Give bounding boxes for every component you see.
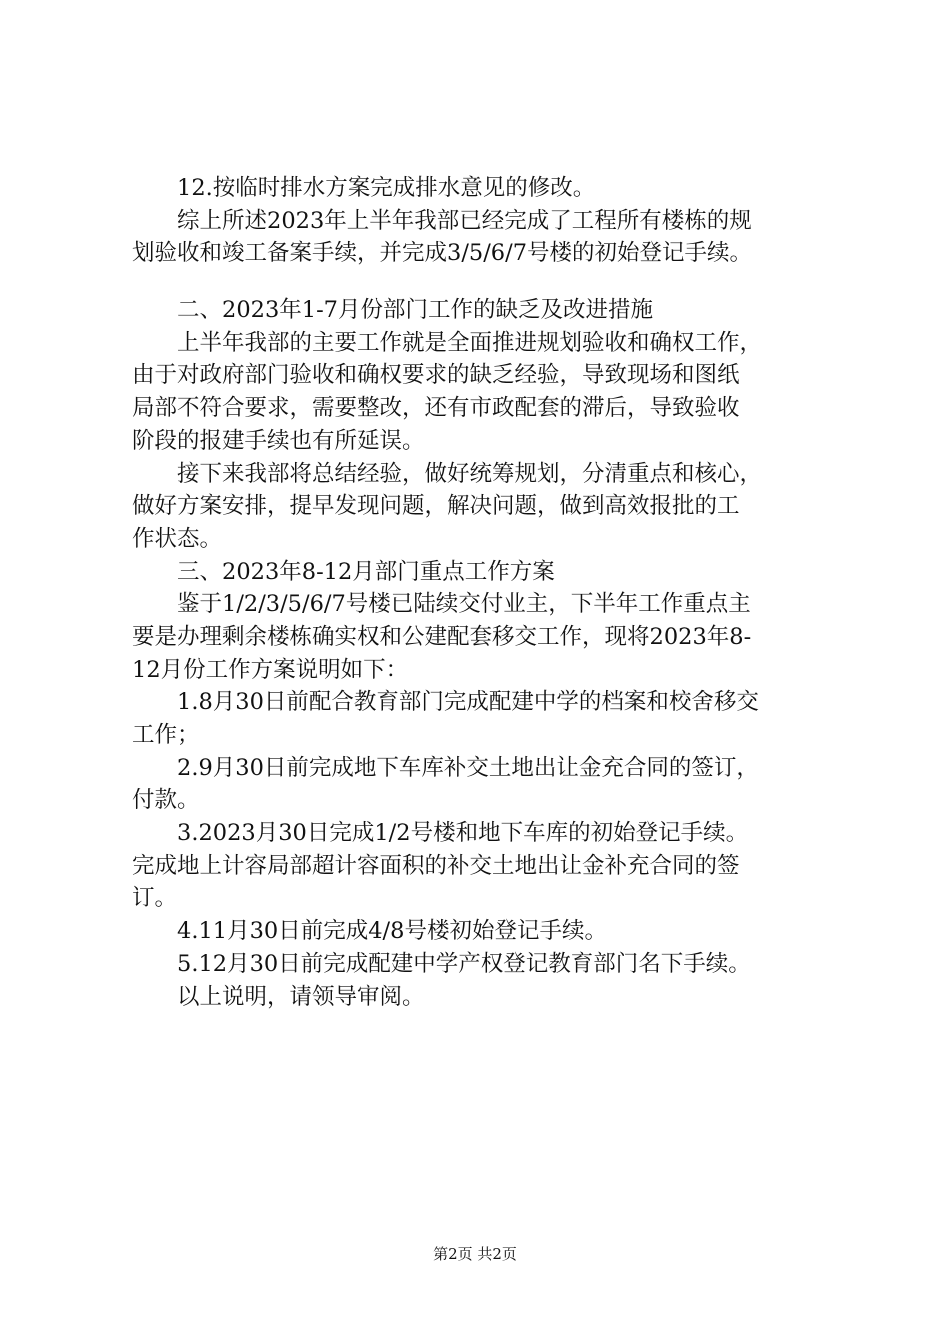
section-2-paragraph-line: 接下来我部将总结经验，做好统筹规划，分清重点和核心， bbox=[177, 460, 763, 487]
summary-paragraph-line: 综上所述2023年上半年我部已经完成了工程所有楼栋的规 bbox=[177, 207, 752, 234]
page-number-footer: 第2页 共2页 bbox=[433, 1245, 517, 1263]
plan-item-3: 3.2023月30日完成1/2号楼和地下车库的初始登记手续。 bbox=[177, 820, 749, 847]
section-2-paragraph-line: 由于对政府部门验收和确权要求的缺乏经验，导致现场和图纸 bbox=[132, 362, 740, 389]
plan-item-1-continued: 工作； bbox=[132, 722, 200, 748]
plan-item-2-continued: 付款。 bbox=[132, 787, 200, 814]
paragraph-item-12: 12.按临时排水方案完成排水意见的修改。 bbox=[177, 175, 596, 201]
section-2-paragraph-line: 阶段的报建手续也有所延误。 bbox=[132, 427, 425, 454]
plan-item-3-continued: 完成地上计容局部超计容面积的补交土地出让金补充合同的签 bbox=[132, 852, 740, 879]
section-2-paragraph-line: 局部不符合要求，需要整改，还有市政配套的滞后，导致验收 bbox=[132, 395, 740, 422]
summary-paragraph-line: 划验收和竣工备案手续，并完成3/5/6/7号楼的初始登记手续。 bbox=[132, 240, 753, 267]
document-body bbox=[132, 172, 840, 1013]
section-3-paragraph-line: 要是办理剩余楼栋确实权和公建配套移交工作，现将2023年8- bbox=[132, 623, 752, 650]
closing-remark: 以上说明，请领导审阅。 bbox=[177, 983, 425, 1010]
section-3-paragraph-line: 鉴于1/2/3/5/6/7号楼已陆续交付业主，下半年工作重点主 bbox=[177, 591, 751, 618]
plan-item-2: 2.9月30日前完成地下车库补交土地出让金充合同的签订， bbox=[177, 754, 759, 781]
section-2-paragraph-line: 作状态。 bbox=[132, 525, 223, 552]
plan-item-5: 5.12月30日前完成配建中学产权登记教育部门名下手续。 bbox=[177, 950, 751, 977]
plan-item-4: 4.11月30日前完成4/8号楼初始登记手续。 bbox=[177, 918, 607, 945]
section-heading-3: 三、2023年8-12月部门重点工作方案 bbox=[177, 558, 555, 585]
section-heading-2: 二、2023年1-7月份部门工作的缺乏及改进措施 bbox=[177, 297, 653, 324]
section-2-paragraph-line: 做好方案安排，提早发现问题，解决问题，做到高效报批的工 bbox=[132, 493, 740, 520]
section-gap bbox=[132, 270, 840, 294]
plan-item-3-continued: 订。 bbox=[132, 885, 178, 912]
section-2-paragraph-line: 上半年我部的主要工作就是全面推进规划验收和确权工作， bbox=[177, 329, 763, 356]
section-3-paragraph-line: 12月份工作方案说明如下： bbox=[132, 656, 409, 683]
plan-item-1: 1.8月30日前配合教育部门完成配建中学的档案和校舍移交 bbox=[177, 689, 759, 716]
